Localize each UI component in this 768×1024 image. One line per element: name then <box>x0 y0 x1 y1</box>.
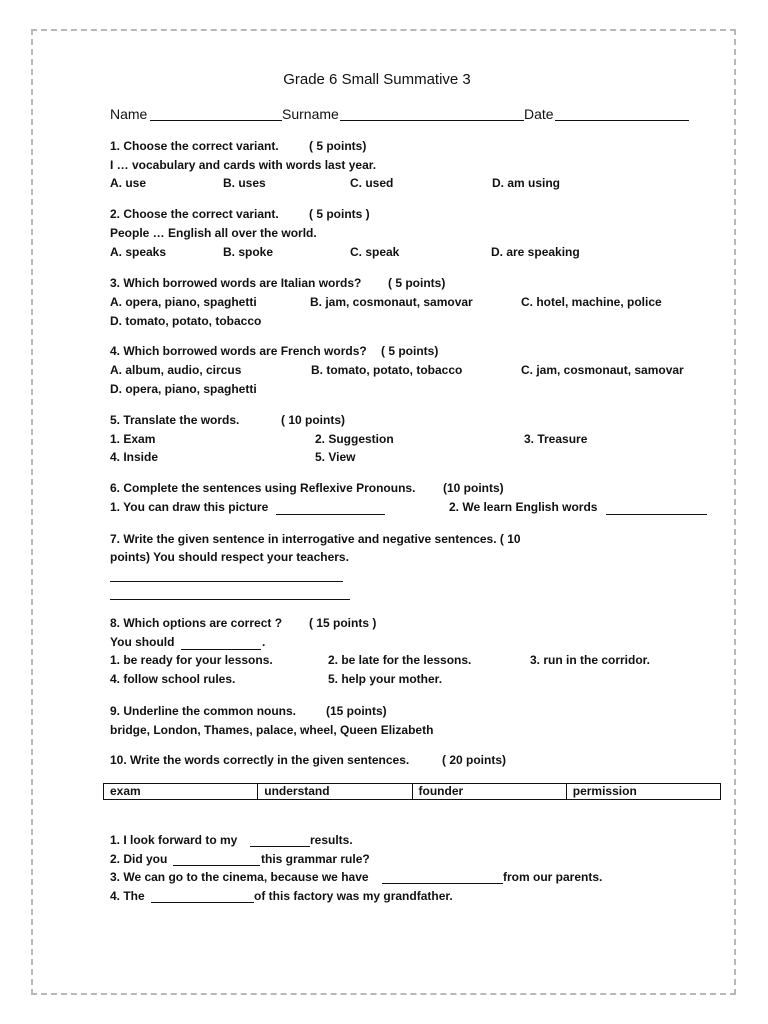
q8-stem-end: . <box>262 635 266 649</box>
word-bank-cell: exam <box>104 784 258 800</box>
q1-points: ( 5 points) <box>309 139 367 153</box>
q3-option-c[interactable]: C. hotel, machine, police <box>521 295 662 309</box>
q8-prompt: 8. Which options are correct ? <box>110 616 283 630</box>
q10-blank-3[interactable] <box>382 883 503 884</box>
q4-option-d[interactable]: D. opera, piano, spaghetti <box>110 382 257 396</box>
q8-option-4[interactable]: 4. follow school rules. <box>110 672 236 686</box>
worksheet-title: Grade 6 Small Summative 3 <box>283 71 471 88</box>
q2-option-d[interactable]: D. are speaking <box>491 245 580 259</box>
q3-points: ( 5 points) <box>388 276 446 290</box>
q5-word-5: 5. View <box>315 450 356 464</box>
q10-sentence-2a: 2. Did you <box>110 852 168 866</box>
q1-option-b[interactable]: B. uses <box>223 176 266 190</box>
q1-prompt: 1. Choose the correct variant. <box>110 139 279 153</box>
q8-option-3[interactable]: 3. run in the corridor. <box>530 653 651 667</box>
word-bank-cell: permission <box>566 784 720 800</box>
q2-sentence: People … English all over the world. <box>110 226 317 240</box>
surname-label: Surname <box>282 106 339 122</box>
q7-prompt-line-1: 7. Write the given sentence in interrogative and negative sentences. ( 10 <box>110 532 521 546</box>
q3-option-d[interactable]: D. tomato, potato, tobacco <box>110 314 262 328</box>
q10-prompt: 10. Write the words correctly in the given sentences. <box>110 753 410 767</box>
q10-sentence-3b: from our parents. <box>503 870 603 884</box>
name-label: Name <box>110 106 148 122</box>
q2-option-c[interactable]: C. speak <box>350 245 400 259</box>
q8-blank[interactable] <box>181 649 261 650</box>
q6-prompt: 6. Complete the sentences using Reflexive Pronouns. <box>110 481 416 495</box>
q9-points: (15 points) <box>326 704 387 718</box>
q8-option-5[interactable]: 5. help your mother. <box>328 672 443 686</box>
word-bank-table <box>103 783 721 800</box>
q5-word-1: 1. Exam <box>110 432 156 446</box>
q2-option-b[interactable]: B. spoke <box>223 245 274 259</box>
q5-points: ( 10 points) <box>281 413 346 427</box>
q9-prompt: 9. Underline the common nouns. <box>110 704 297 718</box>
date-field[interactable] <box>555 120 689 121</box>
q8-stem: You should <box>110 635 175 649</box>
name-field[interactable] <box>150 120 282 121</box>
word-bank-cell: understand <box>258 784 412 800</box>
q10-sentence-3a: 3. We can go to the cinema, because we have <box>110 870 369 884</box>
surname-field[interactable] <box>340 120 524 121</box>
q1-sentence: I … vocabulary and cards with words last year. <box>110 158 377 172</box>
q6-blank-2[interactable] <box>606 514 707 515</box>
q1-option-d[interactable]: D. am using <box>492 176 561 190</box>
q5-word-4: 4. Inside <box>110 450 159 464</box>
q3-option-a[interactable]: A. opera, piano, spaghetti <box>110 295 257 309</box>
q6-blank-1[interactable] <box>276 514 385 515</box>
q6-sentence-2: 2. We learn English words <box>449 500 598 514</box>
word-bank-cell: founder <box>412 784 566 800</box>
q4-option-b[interactable]: B. tomato, potato, tobacco <box>311 363 463 377</box>
q10-sentence-1a: 1. I look forward to my <box>110 833 238 847</box>
q8-option-1[interactable]: 1. be ready for your lessons. <box>110 653 273 667</box>
q1-option-a[interactable]: A. use <box>110 176 147 190</box>
q2-option-a[interactable]: A. speaks <box>110 245 167 259</box>
q4-prompt: 4. Which borrowed words are French words? <box>110 344 367 358</box>
q4-points: ( 5 points) <box>381 344 439 358</box>
q2-prompt: 2. Choose the correct variant. <box>110 207 279 221</box>
q10-blank-1[interactable] <box>250 846 310 847</box>
q5-word-2: 2. Suggestion <box>315 432 394 446</box>
q3-option-b[interactable]: B. jam, cosmonaut, samovar <box>310 295 473 309</box>
q9-words[interactable]: bridge, London, Thames, palace, wheel, Queen Elizabeth <box>110 723 434 737</box>
q10-sentence-1b: results. <box>310 833 353 847</box>
q4-option-c[interactable]: C. jam, cosmonaut, samovar <box>521 363 684 377</box>
q2-points: ( 5 points ) <box>309 207 370 221</box>
q4-option-a[interactable]: A. album, audio, circus <box>110 363 242 377</box>
q1-option-c[interactable]: C. used <box>350 176 394 190</box>
q10-points: ( 20 points) <box>442 753 507 767</box>
date-label: Date <box>524 106 554 122</box>
q5-word-3: 3. Treasure <box>524 432 588 446</box>
q10-blank-2[interactable] <box>173 865 260 866</box>
q10-sentence-2b: this grammar rule? <box>261 852 370 866</box>
q3-prompt: 3. Which borrowed words are Italian words? <box>110 276 362 290</box>
q7-prompt-line-2: points) You should respect your teachers. <box>110 550 349 564</box>
q10-blank-4[interactable] <box>151 902 254 903</box>
q10-sentence-4a: 4. The <box>110 889 145 903</box>
q8-points: ( 15 points ) <box>309 616 377 630</box>
q6-sentence-1: 1. You can draw this picture <box>110 500 269 514</box>
q8-option-2[interactable]: 2. be late for the lessons. <box>328 653 472 667</box>
q5-prompt: 5. Translate the words. <box>110 413 240 427</box>
q7-answer-line-2[interactable] <box>110 599 350 600</box>
q6-points: (10 points) <box>443 481 504 495</box>
q10-sentence-4b: of this factory was my grandfather. <box>254 889 453 903</box>
q7-answer-line-1[interactable] <box>110 581 343 582</box>
